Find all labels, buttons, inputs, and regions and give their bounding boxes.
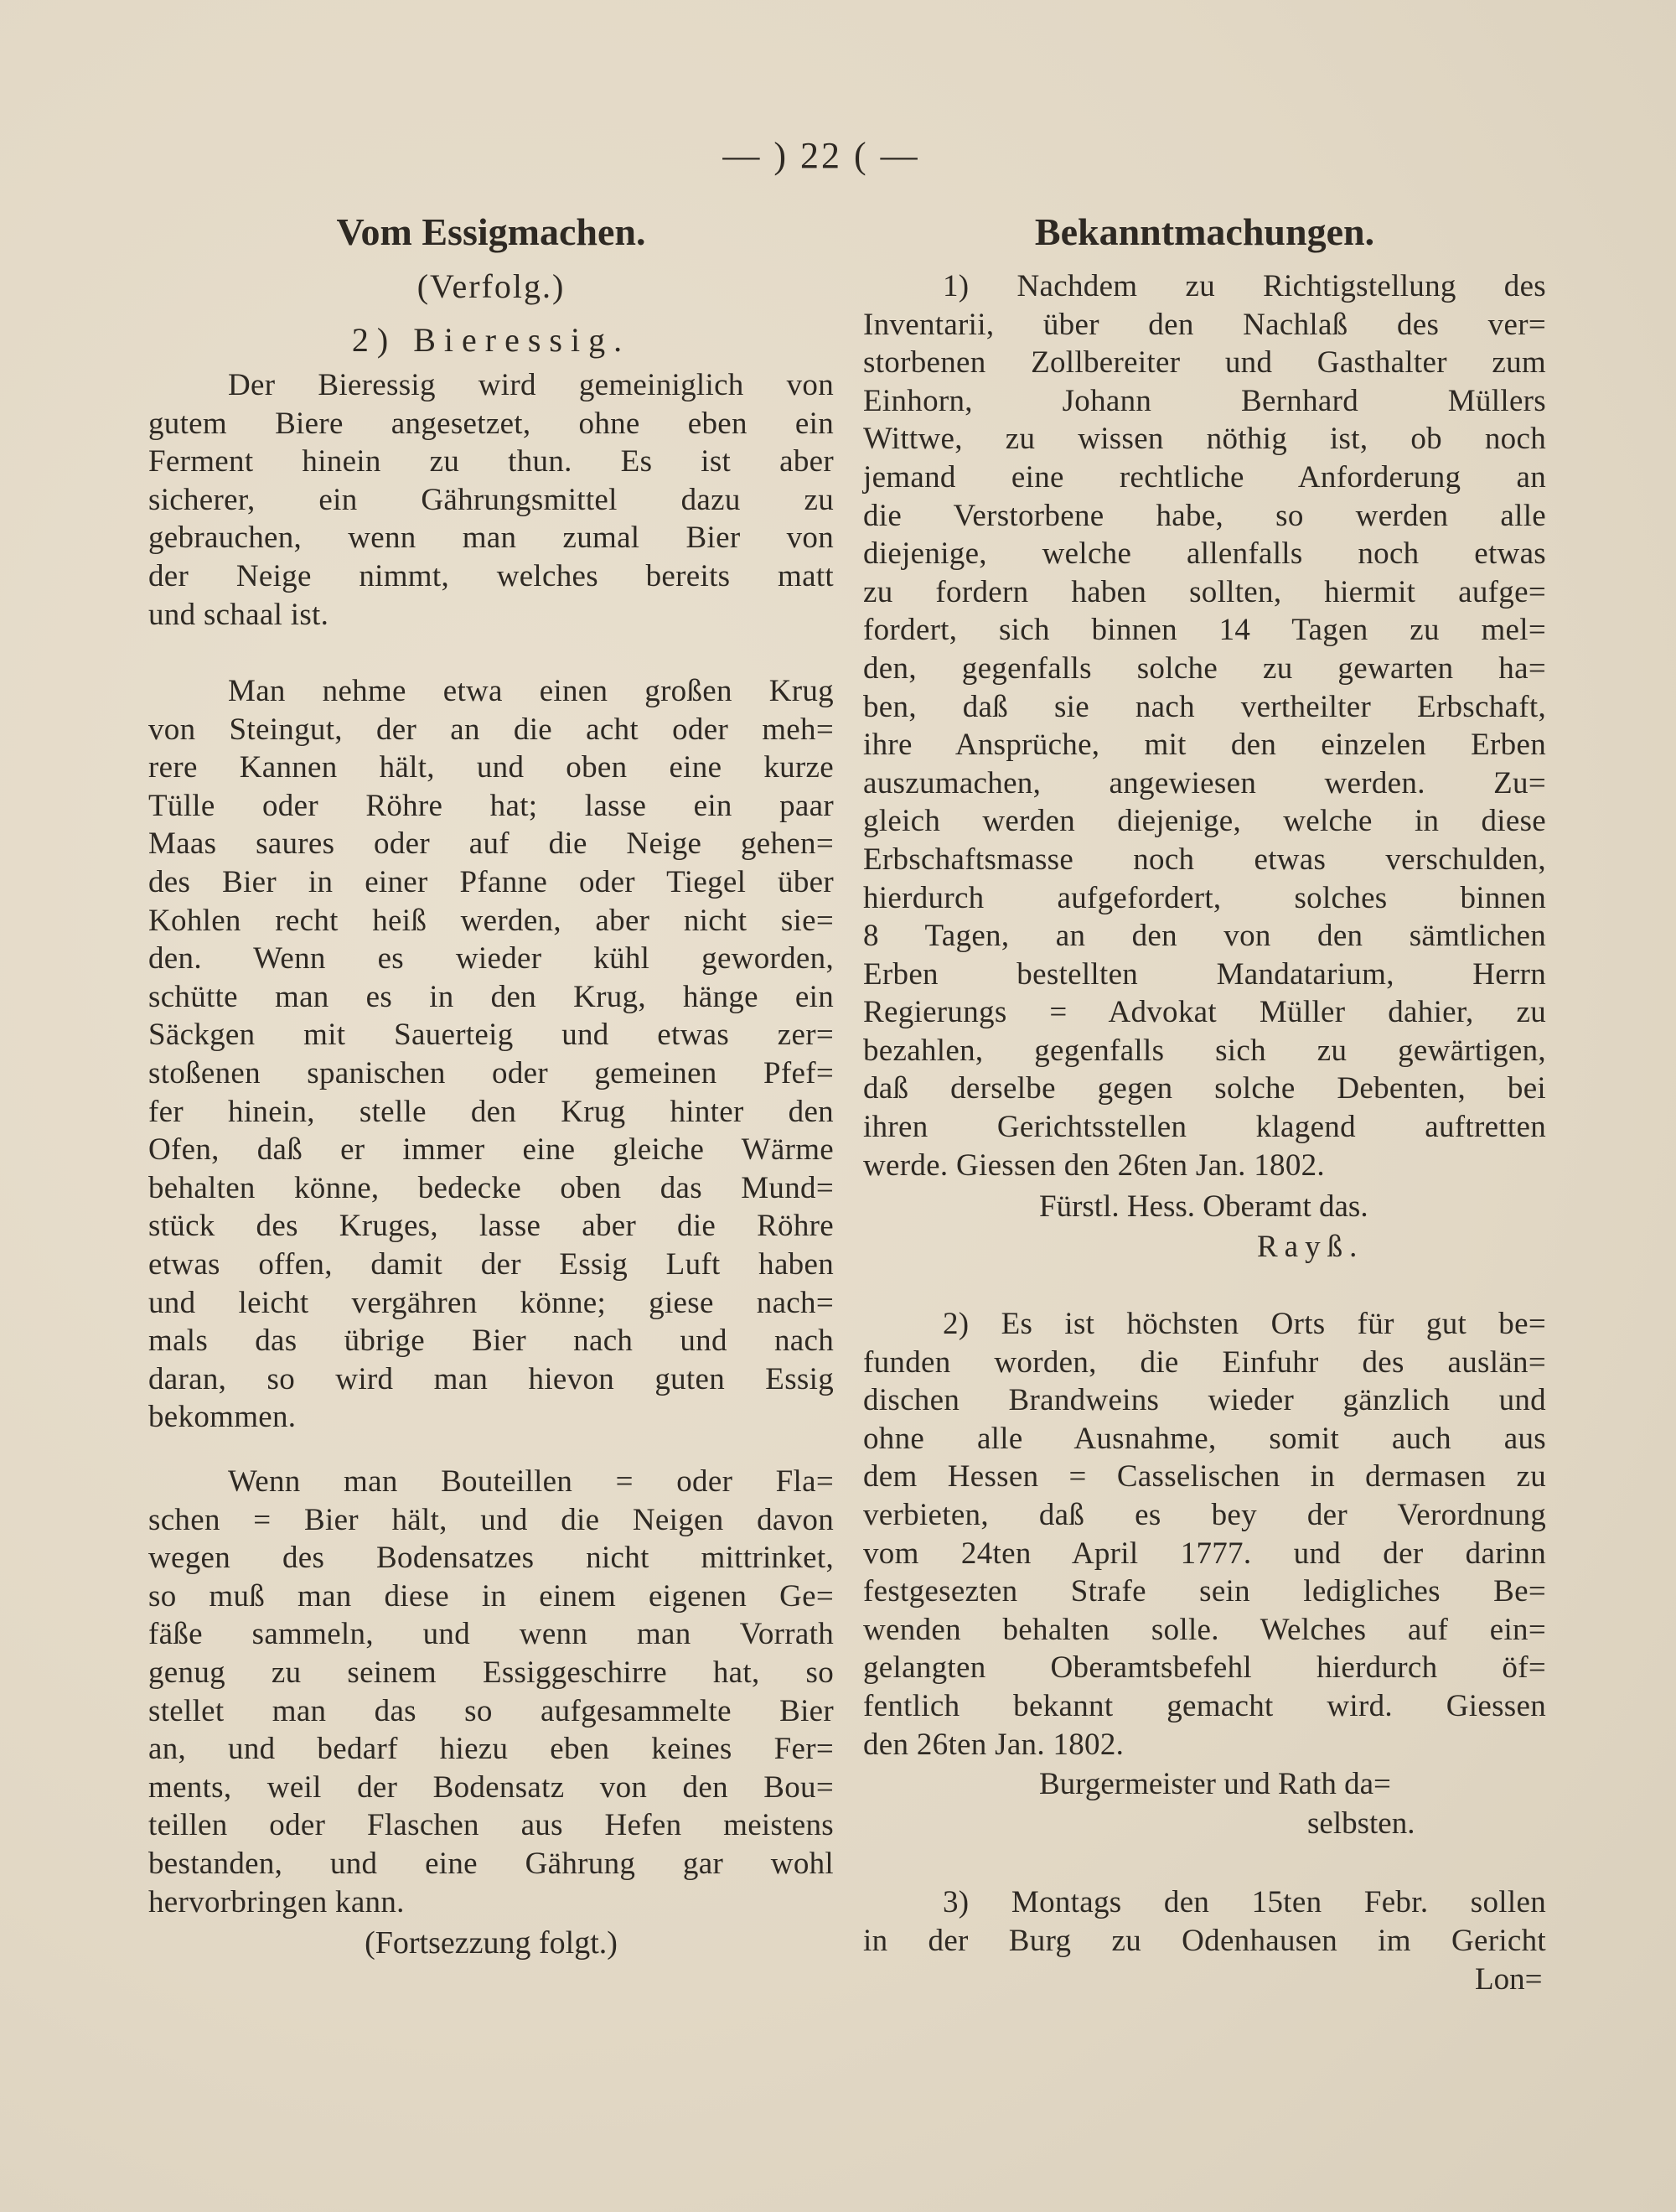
text-line: sicherer, ein Gährungsmittel dazu zu	[148, 482, 834, 517]
text-line: daran, so wird man hievon guten Essig	[148, 1361, 834, 1396]
text-line: gelangten Oberamtsbefehl hierdurch öf=	[863, 1650, 1546, 1686]
paragraph-2	[148, 672, 834, 1437]
notices-title: Bekanntmachungen.	[1034, 210, 1375, 253]
text-line: Der Bieressig wird gemeiniglich von	[228, 368, 834, 402]
text-line: der Neige nimmt, welches bereits matt	[148, 558, 834, 593]
text-line: Wittwe, zu wissen nöthig ist, ob noch	[863, 422, 1546, 457]
text-line: Tülle oder Röhre hat; lasse ein paar	[148, 788, 834, 823]
catchword: Lon=	[1475, 1962, 1543, 1997]
text-line: in der Burg zu Odenhausen im Gericht	[863, 1923, 1546, 1958]
text-line: 3) Montags den 15ten Febr. sollen	[943, 1885, 1546, 1919]
notice-2-signature-line-2: selbsten.	[1307, 1806, 1415, 1841]
text-line: Man nehme etwa einen großen Krug	[228, 674, 834, 708]
text-line: hierdurch aufgefordert, solches binnen	[863, 880, 1546, 915]
text-line: etwas offen, damit der Essig Luft haben	[148, 1246, 834, 1282]
text-line: Ferment hinein zu thun. Es ist aber	[148, 444, 834, 479]
text-line: Erben bestellten Mandatarium, Herrn	[863, 956, 1546, 992]
notice-1-signature-name: Rayß.	[1257, 1230, 1364, 1264]
text-line: Maas saures oder auf die Neige gehen=	[148, 826, 834, 862]
text-line: dischen Brandweins wieder gänzlich und	[863, 1383, 1546, 1418]
text-line: schütte man es in den Krug, hänge ein	[148, 979, 834, 1014]
text-line: den. Wenn es wieder kühl geworden,	[148, 941, 834, 976]
text-line: wegen des Bodensatzes nicht mittrinket,	[148, 1541, 834, 1576]
text-line: dem Hessen = Casselischen in dermasen zu	[863, 1459, 1546, 1495]
text-line: von Steingut, der an die acht oder meh=	[148, 712, 834, 747]
text-line: daß derselbe gegen solche Debenten, bei	[863, 1071, 1546, 1106]
notice-1	[863, 267, 1546, 1184]
text-line: bestanden, und eine Gährung gar wohl	[148, 1846, 834, 1881]
text-line: zu fordern haben sollten, hiermit aufge=	[863, 574, 1546, 609]
text-line: den, gegenfalls solche zu gewarten ha=	[863, 650, 1546, 686]
paragraph-3	[148, 1463, 834, 1921]
text-line: ohne alle Ausnahme, somit auch aus	[863, 1421, 1546, 1456]
text-line: 2) Es ist höchsten Orts für gut be=	[943, 1307, 1546, 1341]
notice-2-signature-line-1: Burgermeister und Rath da=	[1039, 1767, 1391, 1801]
notice-3	[863, 1883, 1546, 1960]
text-line: ihren Gerichtsstellen klagend auftretten	[863, 1110, 1546, 1145]
text-line: hervorbringen kann.	[148, 1884, 405, 1919]
text-line: Inventarii, über den Nachlaß des ver=	[863, 307, 1546, 342]
text-line: Säckgen mit Sauerteig und etwas zer=	[148, 1018, 834, 1053]
text-line: stück des Kruges, lasse aber die Röhre	[148, 1209, 834, 1244]
text-line: so muß man diese in einem eigenen Ge=	[148, 1578, 834, 1614]
article-subtitle: (Verfolg.)	[416, 267, 566, 305]
text-line: ben, daß sie nach vertheilter Erbschaft,	[863, 689, 1546, 724]
text-line: Erbschaftsmasse noch etwas verschulden,	[863, 842, 1546, 877]
text-line: bekommen.	[148, 1400, 297, 1435]
text-line: Ofen, daß er immer eine gleiche Wärme	[148, 1132, 834, 1168]
text-line: mals das übrige Bier nach und nach	[148, 1324, 834, 1359]
text-line: bezahlen, gegenfalls sich zu gewärtigen,	[863, 1033, 1546, 1068]
text-line: jemand eine rechtliche Anforderung an	[863, 459, 1546, 495]
text-line: auszumachen, angewiesen werden. Zu=	[863, 765, 1546, 800]
text-line: fordert, sich binnen 14 Tagen zu mel=	[863, 613, 1546, 648]
text-line: und schaal ist.	[148, 597, 329, 632]
text-line: ments, weil der Bodensatz von den Bou=	[148, 1769, 834, 1805]
text-line: an, und bedarf hiezu eben keines Fer=	[148, 1732, 834, 1767]
text-line: 1) Nachdem zu Richtigstellung des	[943, 269, 1546, 303]
text-line: rere Kannen hält, und oben eine kurze	[148, 750, 834, 785]
text-line: Einhorn, Johann Bernhard Müllers	[863, 383, 1546, 418]
text-line: verbieten, daß es bey der Verordnung	[863, 1497, 1546, 1532]
text-line: und leicht vergähren könne; giese nach=	[148, 1285, 834, 1320]
text-line: fäße sammeln, und wenn man Vorrath	[148, 1617, 834, 1652]
text-line: fer hinein, stelle den Krug hinter den	[148, 1094, 834, 1129]
text-line: stellet man das so aufgesammelte Bier	[148, 1693, 834, 1728]
text-line: vom 24ten April 1777. und der darinn	[863, 1536, 1546, 1571]
text-line: festgesezten Strafe sein ledigliches Be=	[863, 1574, 1546, 1609]
text-line: werde. Giessen den 26ten Jan. 1802.	[863, 1147, 1325, 1183]
continuation-note: (Fortsezzung folgt.)	[365, 1925, 618, 1961]
notice-1-signature-office: Fürstl. Hess. Oberamt das.	[1039, 1189, 1368, 1224]
paragraph-1	[148, 366, 834, 634]
text-line: stoßenen spanischen oder gemeinen Pfef=	[148, 1055, 834, 1090]
text-line: gleich werden diejenige, welche in diese	[863, 804, 1546, 839]
text-line: Regierungs = Advokat Müller dahier, zu	[863, 995, 1546, 1030]
text-line: teillen oder Flaschen aus Hefen meistens	[148, 1808, 834, 1843]
section-heading: 2) Bieressig.	[351, 321, 631, 359]
text-line: Wenn man Bouteillen = oder Fla=	[228, 1464, 834, 1499]
text-line: storbenen Zollbereiter und Gasthalter zum	[863, 345, 1546, 381]
page-header: — ) 22 ( —	[722, 135, 920, 176]
text-line: gebrauchen, wenn man zumal Bier von	[148, 521, 834, 556]
text-line: die Verstorbene habe, so werden alle	[863, 498, 1546, 533]
text-line: wenden behalten solle. Welches auf ein=	[863, 1612, 1546, 1647]
text-line: fentlich bekannt gemacht wird. Giessen	[863, 1688, 1546, 1723]
article-title: Vom Essigmachen.	[336, 210, 646, 253]
text-line: 8 Tagen, an den von den sämtlichen	[863, 919, 1546, 954]
text-line: den 26ten Jan. 1802.	[863, 1727, 1125, 1762]
notice-2	[863, 1305, 1546, 1764]
text-line: genug zu seinem Essiggeschirre hat, so	[148, 1655, 834, 1690]
text-line: Kohlen recht heiß werden, aber nicht sie=	[148, 903, 834, 938]
text-line: ihre Ansprüche, mit den einzelen Erben	[863, 728, 1546, 763]
text-line: diejenige, welche allenfalls noch etwas	[863, 536, 1546, 572]
text-line: des Bier in einer Pfanne oder Tiegel über	[148, 864, 834, 899]
text-line: gutem Biere angesetzet, ohne eben ein	[148, 406, 834, 441]
text-line: schen = Bier hält, und die Neigen davon	[148, 1502, 834, 1537]
text-line: behalten könne, bedecke oben das Mund=	[148, 1170, 834, 1205]
text-line: funden worden, die Einfuhr des auslän=	[863, 1344, 1546, 1380]
